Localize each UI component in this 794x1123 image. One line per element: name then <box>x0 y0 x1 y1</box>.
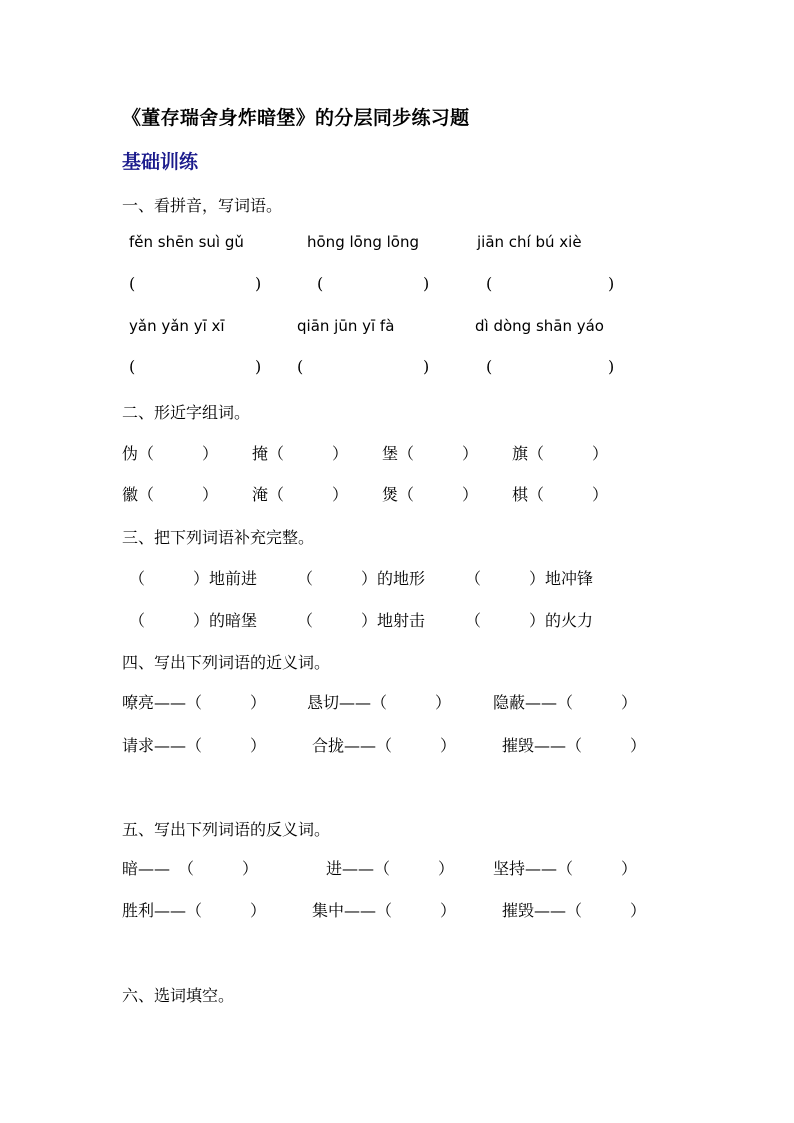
exercise-item[interactable]: （ ）的火力 <box>465 611 594 630</box>
exercise-item[interactable]: （ ）地射击 <box>297 611 426 630</box>
answer-blank-right-paren: ) <box>423 274 430 293</box>
answer-blank-left-paren[interactable]: ( <box>486 357 493 376</box>
pinyin-item: fěn shēn suì gǔ <box>129 233 244 251</box>
exercise-item[interactable]: 煲（ ） <box>382 485 479 504</box>
exercise-item[interactable]: （ ）的地形 <box>297 569 426 588</box>
exercise-item[interactable]: 胜利——（ ） <box>122 901 267 920</box>
exercise-item[interactable]: 棋（ ） <box>512 485 609 504</box>
section-6-heading: 六、选词填空。 <box>122 986 235 1005</box>
exercise-item[interactable]: 徽（ ） <box>122 485 219 504</box>
exercise-item[interactable]: 嘹亮——（ ） <box>122 693 267 712</box>
pinyin-item: yǎn yǎn yī xī <box>129 317 225 335</box>
answer-blank-left-paren[interactable]: ( <box>297 357 304 376</box>
exercise-item[interactable]: 掩（ ） <box>252 444 349 463</box>
answer-blank-left-paren[interactable]: ( <box>129 274 136 293</box>
pinyin-item: hōng lōng lōng <box>307 233 419 251</box>
exercise-item[interactable]: （ ）的暗堡 <box>129 611 258 630</box>
pinyin-item: qiān jūn yī fà <box>297 317 395 335</box>
exercise-item[interactable]: 坚持——（ ） <box>493 859 638 878</box>
answer-blank-right-paren: ) <box>255 357 262 376</box>
exercise-item[interactable]: 请求——（ ） <box>122 736 267 755</box>
exercise-item[interactable]: 恳切——（ ） <box>307 693 452 712</box>
exercise-item[interactable]: （ ）地冲锋 <box>465 569 594 588</box>
section-group-title: 基础训练 <box>122 151 199 173</box>
exercise-item[interactable]: 合拢——（ ） <box>312 736 457 755</box>
exercise-item[interactable]: 集中——（ ） <box>312 901 457 920</box>
pinyin-item: dì dòng shān yáo <box>475 317 604 335</box>
section-1-heading: 一、看拼音，写词语。 <box>122 196 283 215</box>
pinyin-item: jiān chí bú xiè <box>477 233 582 251</box>
answer-blank-left-paren[interactable]: ( <box>129 357 136 376</box>
answer-blank-left-paren[interactable]: ( <box>486 274 493 293</box>
exercise-item[interactable]: 淹（ ） <box>252 485 349 504</box>
exercise-item[interactable]: 堡（ ） <box>382 444 479 463</box>
answer-blank-right-paren: ) <box>255 274 262 293</box>
exercise-item[interactable]: 隐蔽——（ ） <box>493 693 638 712</box>
exercise-item[interactable]: 暗—— （ ） <box>122 859 259 878</box>
section-4-heading: 四、写出下列词语的近义词。 <box>122 653 331 672</box>
answer-blank-left-paren[interactable]: ( <box>317 274 324 293</box>
section-2-heading: 二、形近字组词。 <box>122 403 251 422</box>
exercise-item[interactable]: 伪（ ） <box>122 444 219 463</box>
section-5-heading: 五、写出下列词语的反义词。 <box>122 820 331 839</box>
exercise-item[interactable]: 摧毁——（ ） <box>502 736 647 755</box>
answer-blank-right-paren: ) <box>608 357 615 376</box>
section-3-heading: 三、把下列词语补充完整。 <box>122 528 315 547</box>
exercise-item[interactable]: 旗（ ） <box>512 444 609 463</box>
exercise-item[interactable]: （ ）地前进 <box>129 569 258 588</box>
document-title: 《董存瑞舍身炸暗堡》的分层同步练习题 <box>122 107 470 129</box>
exercise-item[interactable]: 进——（ ） <box>326 859 455 878</box>
answer-blank-right-paren: ) <box>423 357 430 376</box>
exercise-item[interactable]: 摧毁——（ ） <box>502 901 647 920</box>
answer-blank-right-paren: ) <box>608 274 615 293</box>
